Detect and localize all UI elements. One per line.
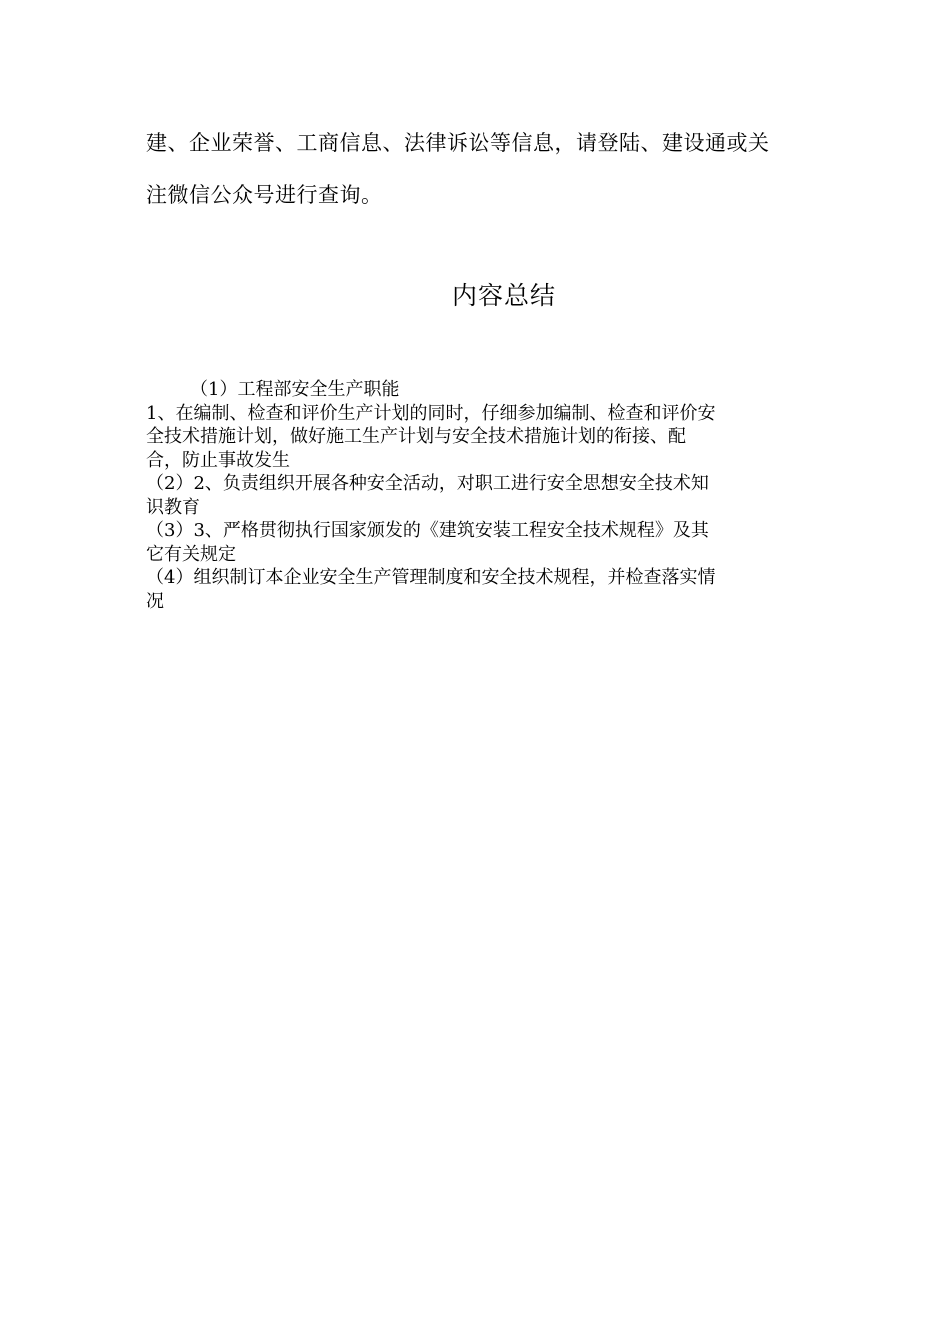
content-body bbox=[146, 378, 816, 613]
content-line: （4）组织制订本企业安全生产管理制度和安全技术规程，并检查落实情 bbox=[146, 567, 716, 588]
intro-line: 建、企业荣誉、工商信息、法律诉讼等信息，请登陆、建设通或关 bbox=[146, 131, 770, 155]
content-line: （2）2、负责组织开展各种安全活动，对职工进行安全思想安全技术知 bbox=[146, 473, 709, 494]
content-line: 它有关规定 bbox=[146, 543, 236, 565]
content-line: 1、在编制、检查和评价生产计划的同时，仔细参加编制、检查和评价安 bbox=[146, 402, 716, 424]
section-title: 内容总结 bbox=[451, 281, 556, 310]
content-line: 况 bbox=[146, 590, 164, 612]
content-line: 合，防止事故发生 bbox=[146, 449, 290, 471]
content-heading: （1）工程部安全生产职能 bbox=[190, 379, 400, 400]
intro-line: 注微信公众号进行查询。 bbox=[146, 183, 383, 207]
intro-paragraph bbox=[146, 117, 816, 221]
content-line: （3）3、严格贯彻执行国家颁发的《建筑安装工程安全技术规程》及其 bbox=[146, 520, 709, 541]
content-line: 全技术措施计划，做好施工生产计划与安全技术措施计划的衔接、配 bbox=[146, 426, 686, 447]
content-line: 识教育 bbox=[146, 496, 200, 518]
